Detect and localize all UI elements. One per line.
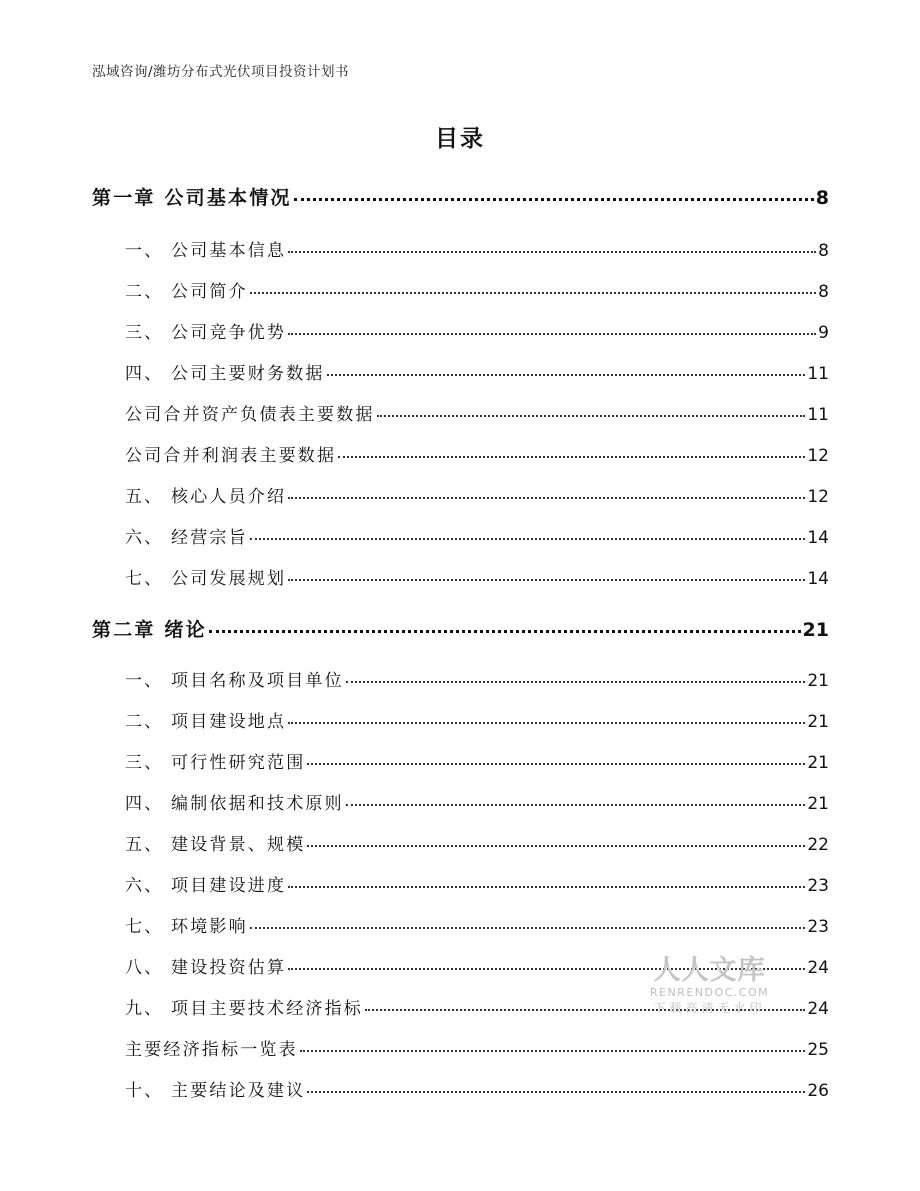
toc-entry-text: 编制依据和技术原则 [171, 794, 344, 814]
toc-entry-text: 公司合并资产负债表主要数据 [125, 405, 375, 425]
toc-leader-dots [288, 579, 805, 581]
toc-entry-number: 五、 [125, 487, 164, 507]
toc-leader-dots [365, 1009, 805, 1011]
toc-entry-label [125, 359, 325, 384]
toc-entry-number: 二、 [125, 282, 164, 302]
toc-leader-dots [288, 497, 805, 499]
toc-entry-label [125, 748, 305, 773]
toc-entry-text: 项目名称及项目单位 [171, 671, 344, 691]
toc-leader-dots [346, 681, 806, 683]
toc-entry-text: 第一章 公司基本情况 [92, 187, 292, 209]
toc-entry-text: 公司竞争优势 [171, 323, 287, 343]
toc-page-number: 24 [807, 958, 829, 978]
toc-entry-label [125, 564, 286, 589]
toc-entry-text: 公司主要财务数据 [171, 364, 325, 384]
toc-entry[interactable] [92, 400, 829, 425]
toc-entry-number: 十、 [125, 1081, 164, 1101]
toc-page-number: 21 [807, 794, 829, 814]
toc-entry-label [92, 183, 292, 210]
toc-entry-label [125, 994, 363, 1019]
watermark-subtitle: 下载高清无水印 [653, 1001, 766, 1015]
toc-entry-text: 建设背景、规模 [171, 835, 306, 855]
toc-page-number: 12 [807, 446, 829, 466]
toc-leader-dots [294, 198, 814, 201]
toc-entry[interactable] [92, 1076, 829, 1101]
toc-entry-label [92, 615, 207, 642]
toc-entry-label [125, 277, 248, 302]
toc-entry-text: 主要经济指标一览表 [125, 1040, 298, 1060]
toc-entry-text: 可行性研究范围 [171, 753, 306, 773]
toc-entry-label [125, 1076, 305, 1101]
toc-leader-dots [307, 1091, 805, 1093]
toc-entry-label [125, 666, 344, 691]
toc-entry-text: 经营宗旨 [171, 528, 248, 548]
toc-entry-label [125, 953, 286, 978]
toc-entry-label [125, 912, 248, 937]
toc-entry-label [125, 871, 286, 896]
toc-entry-number: 四、 [125, 794, 164, 814]
toc-page-number: 8 [815, 187, 829, 209]
toc-page-number: 9 [818, 323, 829, 343]
toc-entry[interactable] [92, 359, 829, 384]
toc-entry-text: 公司基本信息 [171, 241, 287, 261]
toc-entry[interactable] [92, 1035, 829, 1060]
toc-entry[interactable] [92, 564, 829, 589]
toc-page-number: 23 [807, 917, 829, 937]
toc-page-number: 12 [807, 487, 829, 507]
toc-page-number: 14 [807, 569, 829, 589]
toc-leader-dots [288, 333, 816, 335]
toc-entry-number: 九、 [125, 999, 164, 1019]
toc-entry-text: 主要结论及建议 [171, 1081, 306, 1101]
toc-entry[interactable] [92, 441, 829, 466]
toc-entry-number: 一、 [125, 241, 164, 261]
toc-entry[interactable] [92, 277, 829, 302]
toc-leader-dots [250, 538, 806, 540]
toc-entry-text: 环境影响 [171, 917, 248, 937]
toc-entry-label [125, 1035, 298, 1060]
toc-leader-dots [209, 630, 801, 633]
toc-page-number: 21 [802, 619, 829, 641]
toc-entry[interactable] [92, 318, 829, 343]
toc-entry[interactable] [92, 707, 829, 732]
toc-leader-dots [288, 722, 805, 724]
toc-entry-number: 三、 [125, 323, 164, 343]
toc-page-number: 25 [807, 1040, 829, 1060]
toc-entry-number: 四、 [125, 364, 164, 384]
toc-entry[interactable] [92, 871, 829, 896]
toc-entry-text: 公司简介 [171, 282, 248, 302]
toc-entry[interactable] [92, 789, 829, 814]
running-header: 泓域咨询/潍坊分布式光伏项目投资计划书 [92, 64, 350, 80]
toc-leader-dots [300, 1050, 806, 1052]
toc-entry-label [125, 400, 375, 425]
toc-entry-number: 二、 [125, 712, 164, 732]
toc-entry[interactable] [92, 666, 829, 691]
toc-entry[interactable] [92, 236, 829, 261]
toc-entry-label [125, 789, 344, 814]
toc-entry[interactable] [92, 912, 829, 937]
toc-entry[interactable] [92, 748, 829, 773]
toc-leader-dots [307, 763, 805, 765]
toc-entry-label [125, 236, 286, 261]
toc-entry-text: 建设投资估算 [171, 958, 287, 978]
toc-entry[interactable] [92, 953, 829, 978]
toc-leader-dots [250, 927, 806, 929]
toc-entry[interactable] [92, 830, 829, 855]
toc-page-number: 14 [807, 528, 829, 548]
toc-entry-text: 核心人员介绍 [171, 487, 287, 507]
toc-chapter-entry[interactable] [92, 183, 829, 210]
toc-leader-dots [307, 845, 805, 847]
toc-page-number: 8 [818, 241, 829, 261]
toc-leader-dots [346, 804, 806, 806]
toc-leader-dots [288, 886, 805, 888]
toc-entry-label [125, 707, 286, 732]
toc-entry[interactable] [92, 482, 829, 507]
toc-entry-number: 七、 [125, 917, 164, 937]
toc-leader-dots [288, 251, 816, 253]
page-title: 目录 [435, 126, 485, 152]
toc-entry-text: 项目建设进度 [171, 876, 287, 896]
toc-entry-text: 公司发展规划 [171, 569, 287, 589]
toc-leader-dots [288, 968, 805, 970]
toc-entry[interactable] [92, 994, 829, 1019]
toc-entry-text: 项目建设地点 [171, 712, 287, 732]
toc-entry-number: 七、 [125, 569, 164, 589]
toc-page-number: 11 [807, 364, 829, 384]
toc-entry-number: 六、 [125, 528, 164, 548]
toc-entry-number: 三、 [125, 753, 164, 773]
toc-entry-label [125, 482, 286, 507]
toc-entry-number: 一、 [125, 671, 164, 691]
toc-chapter-entry[interactable] [92, 615, 829, 642]
toc-entry-text: 公司合并利润表主要数据 [125, 446, 337, 466]
toc-page-number: 8 [818, 282, 829, 302]
toc-entry-number: 八、 [125, 958, 164, 978]
toc-leader-dots [338, 456, 805, 458]
toc-entry-text: 项目主要技术经济指标 [171, 999, 363, 1019]
toc-page-number: 23 [807, 876, 829, 896]
watermark-url: RENRENDOC.COM [649, 986, 770, 999]
toc-entry-number: 六、 [125, 876, 164, 896]
toc-entry-label [125, 441, 336, 466]
toc-page-number: 11 [807, 405, 829, 425]
toc-entry-text: 第二章 绪论 [92, 619, 207, 641]
toc-page-number: 21 [807, 753, 829, 773]
toc-entry-label [125, 318, 286, 343]
toc-entry[interactable] [92, 523, 829, 548]
toc-page-number: 24 [807, 999, 829, 1019]
toc-page-number: 21 [807, 671, 829, 691]
toc-page-number: 22 [807, 835, 829, 855]
toc-leader-dots [327, 374, 806, 376]
toc-leader-dots [250, 292, 816, 294]
watermark-logo-text: 人人文库 [653, 955, 766, 986]
toc-leader-dots [377, 415, 806, 417]
toc-entry-number: 五、 [125, 835, 164, 855]
toc-entry-label [125, 830, 305, 855]
toc-page-number: 26 [807, 1081, 829, 1101]
toc-entry-label [125, 523, 248, 548]
toc-page-number: 21 [807, 712, 829, 732]
